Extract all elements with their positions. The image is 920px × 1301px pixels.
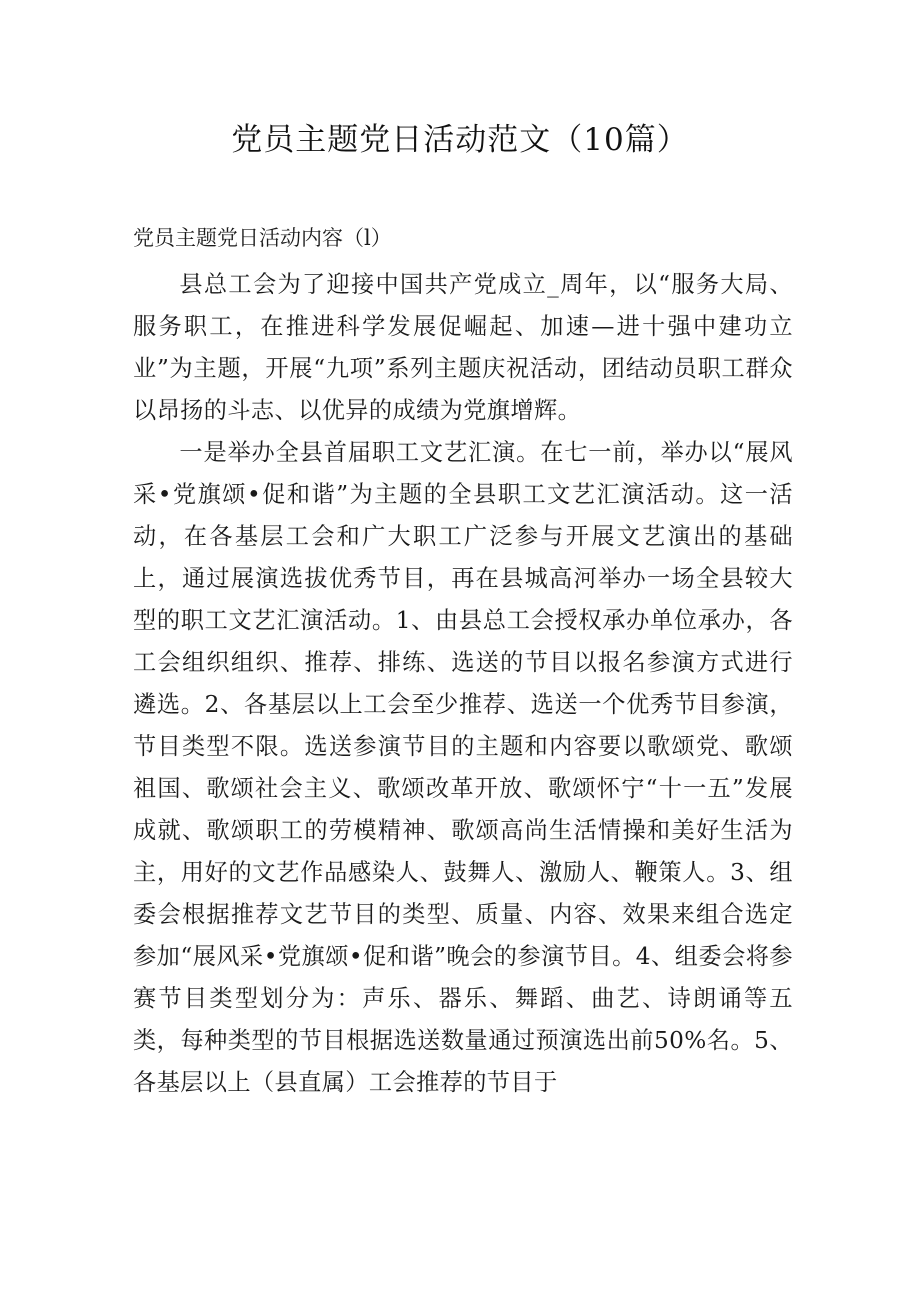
- section-heading: 党员主题党日活动内容（l）: [133, 226, 392, 250]
- paragraph-activity-one: 一是举办全县首届职工文艺汇演。在七一前，举办以“展风采•党旗颂•促和谐”为主题的全县职工文艺汇演活动。这一活动，在各基层工会和广大职工广泛参与开展文艺演出的基础上，通过展演选拔优秀节目，再在县城高河举办一场全县较大型的职工文艺汇演活动。1、由县总工会授权承办单位承办，各工会组织组织、推荐、排练、选送的节目以报名参演方式进行遴选。2、各基层以上工会至少推荐、选送一个优秀节目参演，节目类型不限。选送参演节目的主题和内容要以歌颂党、歌颂祖国、歌颂社会主义、歌颂改革开放、歌颂怀宁“十一五”发展成就、歌颂职工的劳模精神、歌颂高尚生活情操和美好生活为主，用好的文艺作品感染人、鼓舞人、激励人、鞭策人。3、组委会根据推荐文艺节目的类型、质量、内容、效果来组合选定参加“展风采•党旗颂•促和谐”晚会的参演节目。4、组委会将参赛节目类型划分为：声乐、器乐、舞蹈、曲艺、诗朗诵等五类，每种类型的节目根据选送数量通过预演选出前50%名。5、各基层以上（县直属）工会推荐的节目于: [133, 439, 793, 1096]
- paragraph-intro: 县总工会为了迎接中国共产党成立_周年，以“服务大局、服务职工，在推进科学发展促崛起、加速—进十强中建功立业”为主题，开展“九项”系列主题庆祝活动，团结动员职工群众以昂扬的斗志、以优异的成绩为党旗增辉。: [133, 271, 793, 424]
- document-body: [133, 264, 793, 1104]
- document-title: 党员主题党日活动范文（10篇）: [231, 122, 689, 158]
